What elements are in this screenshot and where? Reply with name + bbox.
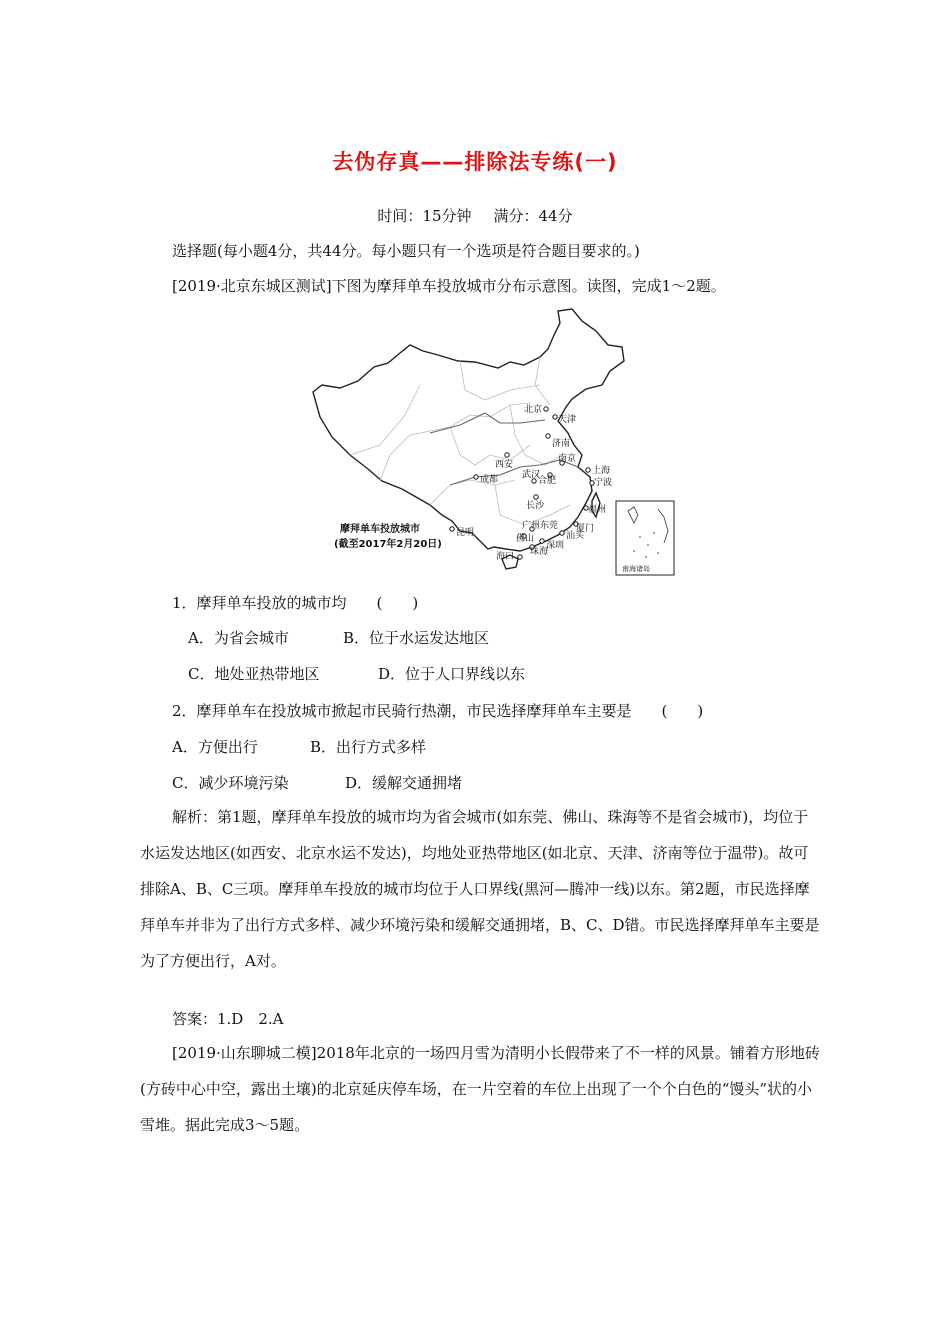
label-xiamen: 厦门: [576, 524, 595, 534]
label-xian: 西安: [495, 460, 514, 470]
time-limit: 时间：15分钟: [377, 207, 472, 225]
china-outline: [313, 309, 624, 551]
label-shenzhen: 深圳: [546, 541, 565, 551]
q2-stem: 2．摩拜单车在投放城市掀起市民骑行热潮，市民选择摩拜单车主要是 ( ): [172, 702, 704, 720]
label-beijing: 北京: [524, 405, 543, 415]
label-shantou: 汕头: [566, 531, 585, 541]
label-jinan: 济南: [552, 439, 571, 449]
q2-option-b: B．出行方式多样: [310, 738, 427, 756]
q2-option-a: A．方便出行: [172, 738, 258, 756]
question-intro-1: [2019·北京东城区测试]下图为摩拜单车投放城市分布示意图。读图，完成1～2题。: [172, 277, 726, 295]
china-map-figure: [310, 305, 676, 577]
city-dot-tianjin: [553, 415, 557, 419]
yellow-river: [430, 413, 545, 433]
city-dot-beijing: [544, 407, 548, 411]
city-dot-shantou: [560, 531, 564, 535]
label-foshan: 佛山: [516, 534, 535, 544]
exam-meta: [0, 205, 950, 226]
label-nanjing: 南京: [558, 454, 577, 464]
label-haikou: 海口: [496, 552, 515, 562]
label-ningbo: 宁波: [594, 478, 613, 488]
label-shanghai: 上海: [592, 466, 611, 476]
label-fuzhou: 福州: [588, 505, 607, 515]
question-intro-2: [2019·山东聊城二模]2018年北京的一场四月雪为清明小长假带来了不一样的风景。铺着方形地砖(方砖中心中空，露出土壤)的北京延庆停车场，在一片空着的车位上出现了一个个白色的“馒头”状的小雪堆。据此完成3～5题。: [140, 1044, 820, 1134]
city-dot-changsha: [534, 495, 538, 499]
city-dot-chengdu: [474, 475, 478, 479]
q1-option-c: C．地处亚热带地区: [188, 665, 320, 683]
label-kunming: 昆明: [456, 528, 475, 538]
label-hefei: 合肥: [538, 476, 557, 486]
label-wuhan: 武汉: [522, 470, 541, 480]
q1-option-b: B．位于水运发达地区: [343, 629, 490, 647]
city-dot-xian: [505, 453, 509, 457]
q1-stem: 1．摩拜单车投放的城市均 ( ): [172, 594, 419, 612]
city-dot-haikou: [518, 555, 522, 559]
full-score: 满分：44分: [493, 207, 573, 225]
city-dot-shenzhen: [540, 539, 544, 543]
city-dot-kunming: [450, 527, 454, 531]
q1-option-d: D．位于人口界线以东: [378, 665, 526, 683]
label-tianjin: 天津: [558, 415, 577, 425]
city-dot-jinan: [546, 434, 550, 438]
q1-option-a: A．为省会城市: [188, 629, 289, 647]
label-zhuhai: 珠海: [530, 547, 549, 557]
page-title: 去伪存真——排除法专练(一): [332, 150, 618, 174]
label-chengdu: 成都: [480, 475, 499, 485]
q2-option-d: D．缓解交通拥堵: [345, 774, 463, 792]
answer-line: 答案：1.D 2.A: [172, 1010, 284, 1028]
instructions: 选择题(每小题4分，共44分。每小题只有一个选项是符合题目要求的。): [172, 242, 640, 260]
map-legend-date: (截至2017年2月20日): [334, 539, 442, 550]
label-changsha: 长沙: [526, 501, 545, 511]
inset-label: 南海诸岛: [622, 565, 650, 573]
map-legend-title: 摩拜单车投放城市: [340, 524, 420, 535]
analysis-paragraph: 解析：第1题，摩拜单车投放的城市均为省会城市(如东莞、佛山、珠海等不是省会城市)，均位于水运发达地区(如西安、北京水运不发达)，均地处亚热带地区(如北京、天津、济南等位于温带)。故可排除A、B、C三项。摩拜单车投放的城市均位于人口界线(黑河—腾冲一线)以东。第2题，市民选择摩拜单车并非为了出行方式多样、减少环境污染和缓解交通拥堵，B、C、D错。市民选择摩拜单车主要是为了方便出行，A对。: [140, 808, 820, 970]
label-guangzhou-dongguan: 广州东莞: [522, 521, 559, 531]
q2-option-c: C．减少环境污染: [172, 774, 289, 792]
city-dot-shanghai: [586, 468, 590, 472]
